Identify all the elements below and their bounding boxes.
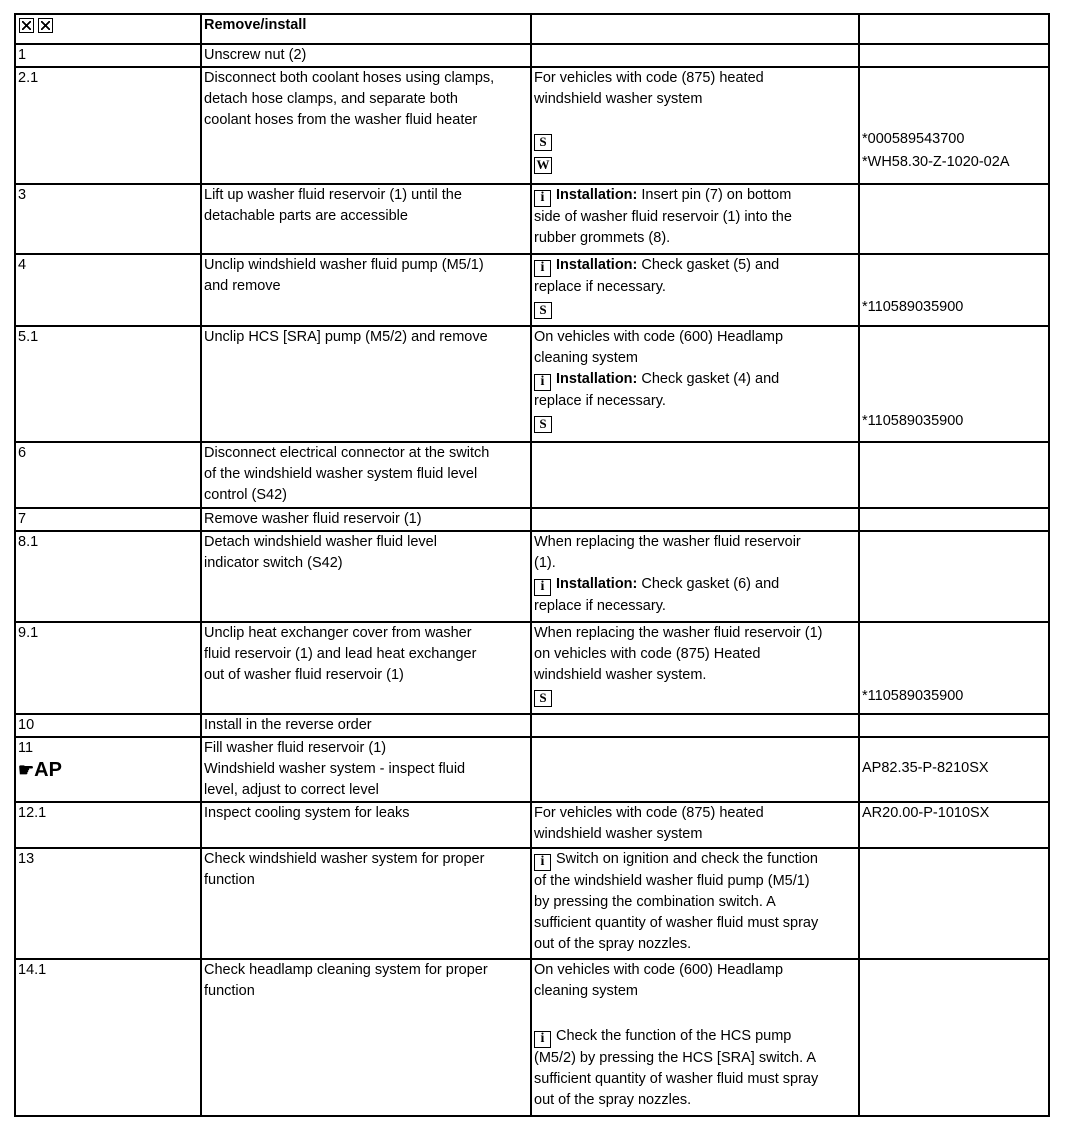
note-text: windshield washer system (534, 91, 703, 107)
action-cell (201, 254, 531, 326)
note-text: On vehicles with code (600) Headlamp (534, 962, 784, 978)
header-col4 (859, 14, 1049, 44)
note-cell (531, 254, 859, 326)
step-number: 10 (15, 714, 201, 737)
step-number: 3 (15, 184, 201, 254)
special-tool-icon[interactable]: S (534, 302, 552, 319)
action-cell (201, 802, 531, 848)
info-icon[interactable]: i (534, 854, 551, 871)
action-text: Detach windshield washer fluid level (204, 534, 437, 550)
table-row (15, 326, 1049, 442)
step-number: 1 (15, 44, 201, 67)
note-text: When replacing the washer fluid reservoir (534, 534, 801, 550)
collapse-icon[interactable] (38, 18, 53, 33)
action-cell (201, 848, 531, 959)
reference-link[interactable]: *110589035900 (862, 299, 964, 315)
action-cell (201, 184, 531, 254)
ref-cell (859, 802, 1049, 848)
info-icon[interactable]: i (534, 374, 551, 391)
ref-cell (859, 714, 1049, 737)
action-cell (201, 67, 531, 184)
action-text: Windshield washer system - inspect fluid (204, 761, 466, 777)
action-cell (201, 442, 531, 508)
note-text: side of washer fluid reservoir (1) into the (534, 209, 792, 225)
header-title: Remove/install (201, 14, 531, 44)
special-tool-icon[interactable]: S (534, 134, 552, 151)
ref-cell (859, 848, 1049, 959)
tool-line (534, 130, 856, 153)
tool-line (534, 686, 856, 707)
special-tool-icon[interactable]: S (534, 690, 552, 707)
ref-cell (859, 326, 1049, 442)
note-text: (M5/2) by pressing the HCS [SRA] switch. A (534, 1050, 817, 1066)
note-cell (531, 622, 859, 714)
note-cell (531, 848, 859, 959)
table-row (15, 714, 1049, 737)
note-text: of the windshield washer fluid pump (M5/1) (534, 873, 810, 889)
action-text: Disconnect electrical connector at the switch (204, 445, 490, 461)
action-text: indicator switch (S42) (204, 555, 343, 571)
table-row (15, 848, 1049, 959)
step-number: 14.1 (15, 959, 201, 1116)
reference-link[interactable]: *WH58.30-Z-1020-02A (862, 154, 1010, 170)
note-text: cleaning system (534, 350, 638, 366)
info-icon[interactable]: i (534, 579, 551, 596)
step-number: 2.1 (15, 67, 201, 184)
action-cell (201, 622, 531, 714)
note-line (534, 255, 856, 277)
note-line (534, 1026, 856, 1048)
note-cell (531, 737, 859, 802)
action-text: Unclip heat exchanger cover from washer (204, 625, 472, 641)
ref-cell (859, 531, 1049, 622)
info-icon[interactable]: i (534, 190, 551, 207)
note-line (534, 369, 856, 391)
note-text: When replacing the washer fluid reservoir (1) (534, 625, 823, 641)
note-text: on vehicles with code (875) Heated (534, 646, 761, 662)
tool-line (534, 298, 856, 319)
header-col3 (531, 14, 859, 44)
note-cell (531, 508, 859, 531)
step-number: 4 (15, 254, 201, 326)
action-cell (201, 531, 531, 622)
header-row (15, 14, 1049, 44)
step-number: 11 (18, 740, 34, 756)
action-text: Unscrew nut (2) (204, 47, 307, 63)
note-text: Check gasket (4) and (641, 371, 780, 387)
ref-cell (859, 184, 1049, 254)
installation-label: Installation: (556, 187, 638, 203)
action-cell (201, 737, 531, 802)
table-row (15, 508, 1049, 531)
table-row (15, 67, 1049, 184)
note-text: out of the spray nozzles. (534, 936, 692, 952)
action-text: function (204, 872, 255, 888)
special-tool-icon[interactable]: S (534, 416, 552, 433)
action-text: Remove washer fluid reservoir (1) (204, 511, 422, 527)
note-text: out of the spray nozzles. (534, 1092, 692, 1108)
action-text: Lift up washer fluid reservoir (1) until the (204, 187, 462, 203)
ref-cell (859, 737, 1049, 802)
action-text: Fill washer fluid reservoir (1) (204, 740, 387, 756)
action-text: Disconnect both coolant hoses using clamps, (204, 70, 495, 86)
action-text: Install in the reverse order (204, 717, 372, 733)
note-text: Check gasket (6) and (641, 576, 780, 592)
note-cell (531, 326, 859, 442)
action-text: Unclip windshield washer fluid pump (M5/1) (204, 257, 484, 273)
note-line (534, 849, 856, 871)
reference-link[interactable]: *110589035900 (862, 413, 964, 429)
action-cell (201, 508, 531, 531)
action-text: Inspect cooling system for leaks (204, 805, 410, 821)
ap-link[interactable] (18, 759, 62, 781)
step-number: 7 (15, 508, 201, 531)
note-text: windshield washer system (534, 826, 703, 842)
note-text: replace if necessary. (534, 279, 666, 295)
step-number: 13 (15, 848, 201, 959)
table-row (15, 959, 1049, 1116)
ap-label: AP (34, 759, 62, 781)
ref-cell (859, 254, 1049, 326)
ref-cell (859, 67, 1049, 184)
pointing-hand-icon: ☛ (18, 760, 35, 780)
ref-cell (859, 508, 1049, 531)
note-text: sufficient quantity of washer fluid must spray (534, 1071, 819, 1087)
note-text: sufficient quantity of washer fluid must spray (534, 915, 819, 931)
action-text: detach hose clamps, and separate both (204, 91, 458, 107)
note-cell (531, 442, 859, 508)
step-number: 5.1 (15, 326, 201, 442)
ref-cell (859, 622, 1049, 714)
action-cell (201, 44, 531, 67)
note-text: by pressing the combination switch. A (534, 894, 776, 910)
table-row (15, 531, 1049, 622)
ref-cell (859, 959, 1049, 1116)
note-text: Insert pin (7) on bottom (641, 187, 792, 203)
reference-link[interactable]: *110589035900 (862, 688, 964, 704)
procedure-table (14, 13, 1050, 1117)
action-text: Check headlamp cleaning system for proper (204, 962, 488, 978)
header-icons-cell (15, 14, 201, 44)
step-number: 8.1 (15, 531, 201, 622)
note-text: rubber grommets (8). (534, 230, 671, 246)
step-number-cell (15, 737, 201, 802)
note-text: Check the function of the HCS pump (556, 1028, 792, 1044)
action-text: Check windshield washer system for proper (204, 851, 485, 867)
step-number: 6 (15, 442, 201, 508)
note-text: On vehicles with code (600) Headlamp (534, 329, 784, 345)
note-cell (531, 802, 859, 848)
note-text: For vehicles with code (875) heated (534, 70, 764, 86)
action-text: coolant hoses from the washer fluid heater (204, 112, 478, 128)
note-text: replace if necessary. (534, 598, 666, 614)
action-text: out of washer fluid reservoir (1) (204, 667, 404, 683)
table-row (15, 254, 1049, 326)
reference-link[interactable]: AR20.00-P-1010SX (862, 805, 990, 821)
table-row (15, 622, 1049, 714)
note-cell (531, 531, 859, 622)
installation-label: Installation: (556, 257, 638, 273)
note-text: Switch on ignition and check the function (556, 851, 818, 867)
action-cell (201, 959, 531, 1116)
action-text: fluid reservoir (1) and lead heat exchanger (204, 646, 477, 662)
action-cell (201, 714, 531, 737)
reference-link[interactable]: AP82.35-P-8210SX (862, 760, 989, 776)
action-text: control (S42) (204, 487, 288, 503)
ref-cell (859, 44, 1049, 67)
info-icon[interactable]: i (534, 260, 551, 277)
tool-line (534, 412, 856, 433)
note-text: cleaning system (534, 983, 638, 999)
action-text: of the windshield washer system fluid level (204, 466, 478, 482)
action-text: and remove (204, 278, 281, 294)
ref-cell (859, 442, 1049, 508)
expand-icon[interactable] (19, 18, 34, 33)
note-text: replace if necessary. (534, 393, 666, 409)
table-row (15, 184, 1049, 254)
action-text: Unclip HCS [SRA] pump (M5/2) and remove (204, 329, 488, 345)
step-number: 12.1 (15, 802, 201, 848)
note-text: For vehicles with code (875) heated (534, 805, 764, 821)
step-number: 9.1 (15, 622, 201, 714)
table-row (15, 44, 1049, 67)
table-row (15, 442, 1049, 508)
note-text: Check gasket (5) and (641, 257, 780, 273)
info-icon[interactable]: i (534, 1031, 551, 1048)
table-row (15, 737, 1049, 802)
table-row (15, 802, 1049, 848)
installation-label: Installation: (556, 371, 638, 387)
note-line (534, 574, 856, 596)
action-text: detachable parts are accessible (204, 208, 408, 224)
note-cell (531, 67, 859, 184)
note-text: (1). (534, 555, 556, 571)
action-text: function (204, 983, 255, 999)
note-cell (531, 959, 859, 1116)
action-text: level, adjust to correct level (204, 782, 379, 798)
note-text: windshield washer system. (534, 667, 707, 683)
action-cell (201, 326, 531, 442)
note-line (534, 185, 856, 207)
reference-link[interactable]: *000589543700 (862, 131, 965, 147)
chart-line (534, 153, 856, 176)
note-cell (531, 184, 859, 254)
note-cell (531, 44, 859, 67)
installation-label: Installation: (556, 576, 638, 592)
note-cell (531, 714, 859, 737)
wiring-chart-icon[interactable]: W (534, 157, 552, 174)
